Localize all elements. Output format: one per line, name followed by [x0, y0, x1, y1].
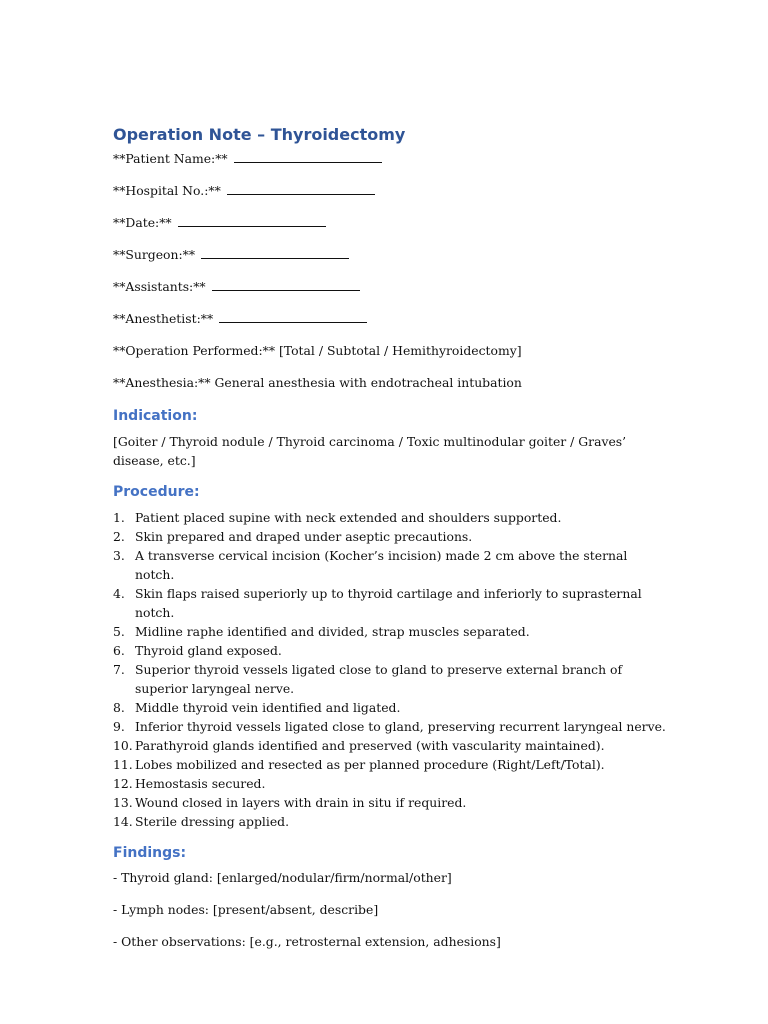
list-item	[113, 812, 668, 831]
step-number: 13.	[113, 795, 133, 810]
field-label: **Patient Name:**	[113, 151, 228, 166]
field-assistants	[113, 278, 668, 296]
list-item	[113, 774, 668, 793]
list-item	[113, 793, 668, 812]
field-hospital-no	[113, 182, 668, 200]
blank-line	[178, 215, 326, 227]
step-text: Midline raphe identified and divided, strap muscles separated.	[135, 624, 530, 639]
list-item	[113, 508, 668, 527]
finding-lymph-nodes: - Lymph nodes: [present/absent, describe]	[113, 902, 379, 917]
step-number: 6.	[113, 643, 125, 658]
step-text: Parathyroid glands identified and preserved (with vascularity maintained).	[135, 738, 605, 753]
procedure-heading: Procedure:	[113, 484, 200, 500]
list-item	[113, 736, 668, 755]
step-text: Skin flaps raised superiorly up to thyroid cartilage and inferiorly to suprasternal notch.	[135, 586, 642, 620]
blank-line	[234, 151, 382, 163]
list-item	[113, 546, 668, 584]
step-number: 9.	[113, 719, 125, 734]
field-label: **Assistants:**	[113, 279, 206, 294]
procedure-steps	[113, 508, 668, 831]
step-text: Superior thyroid vessels ligated close to gland to preserve external branch of superior laryngeal nerve.	[135, 662, 623, 696]
step-number: 3.	[113, 548, 125, 563]
field-label: **Hospital No.:**	[113, 183, 221, 198]
field-date	[113, 214, 668, 232]
step-text: Thyroid gland exposed.	[135, 643, 282, 658]
list-item	[113, 717, 668, 736]
step-number: 7.	[113, 662, 125, 677]
step-number: 8.	[113, 700, 125, 715]
field-anesthetist	[113, 310, 668, 328]
finding-other-observations: - Other observations: [e.g., retrosternal extension, adhesions]	[113, 934, 501, 949]
step-number: 4.	[113, 586, 125, 601]
step-text: Sterile dressing applied.	[135, 814, 290, 829]
step-number: 2.	[113, 529, 125, 544]
field-label: **Anesthetist:**	[113, 311, 214, 326]
findings-heading: Findings:	[113, 845, 187, 861]
operation-performed: **Operation Performed:** [Total / Subtotal / Hemithyroidectomy]	[113, 343, 522, 358]
step-text: Skin prepared and draped under aseptic precautions.	[135, 529, 473, 544]
document-title: Operation Note – Thyroidectomy	[113, 125, 406, 144]
step-text: Wound closed in layers with drain in situ if required.	[135, 795, 467, 810]
list-item	[113, 641, 668, 660]
step-text: Hemostasis secured.	[135, 776, 266, 791]
blank-line	[201, 247, 349, 259]
list-item	[113, 584, 668, 622]
blank-line	[212, 279, 360, 291]
blank-line	[219, 311, 367, 323]
indication-heading: Indication:	[113, 408, 198, 424]
step-text: Lobes mobilized and resected as per planned procedure (Right/Left/Total).	[135, 757, 605, 772]
step-number: 14.	[113, 814, 133, 829]
field-label: **Date:**	[113, 215, 172, 230]
finding-thyroid-gland: - Thyroid gland: [enlarged/nodular/firm/normal/other]	[113, 870, 452, 885]
step-number: 10.	[113, 738, 133, 753]
step-text: A transverse cervical incision (Kocher’s incision) made 2 cm above the sternal notch.	[135, 548, 628, 582]
step-text: Patient placed supine with neck extended and shoulders supported.	[135, 510, 562, 525]
list-item	[113, 527, 668, 546]
step-number: 5.	[113, 624, 125, 639]
field-patient-name	[113, 150, 668, 168]
step-text: Inferior thyroid vessels ligated close to gland, preserving recurrent laryngeal nerve.	[135, 719, 666, 734]
indication-text: [Goiter / Thyroid nodule / Thyroid carcinoma / Toxic multinodular goiter / Graves’ disease, etc.]	[113, 434, 627, 468]
anesthesia: **Anesthesia:** General anesthesia with endotracheal intubation	[113, 375, 522, 390]
step-text: Middle thyroid vein identified and ligated.	[135, 700, 401, 715]
list-item	[113, 660, 668, 698]
blank-line	[227, 183, 375, 195]
field-surgeon	[113, 246, 668, 264]
list-item	[113, 698, 668, 717]
step-number: 1.	[113, 510, 125, 525]
list-item	[113, 755, 668, 774]
step-number: 12.	[113, 776, 133, 791]
field-label: **Surgeon:**	[113, 247, 196, 262]
step-number: 11.	[113, 757, 133, 772]
list-item	[113, 622, 668, 641]
